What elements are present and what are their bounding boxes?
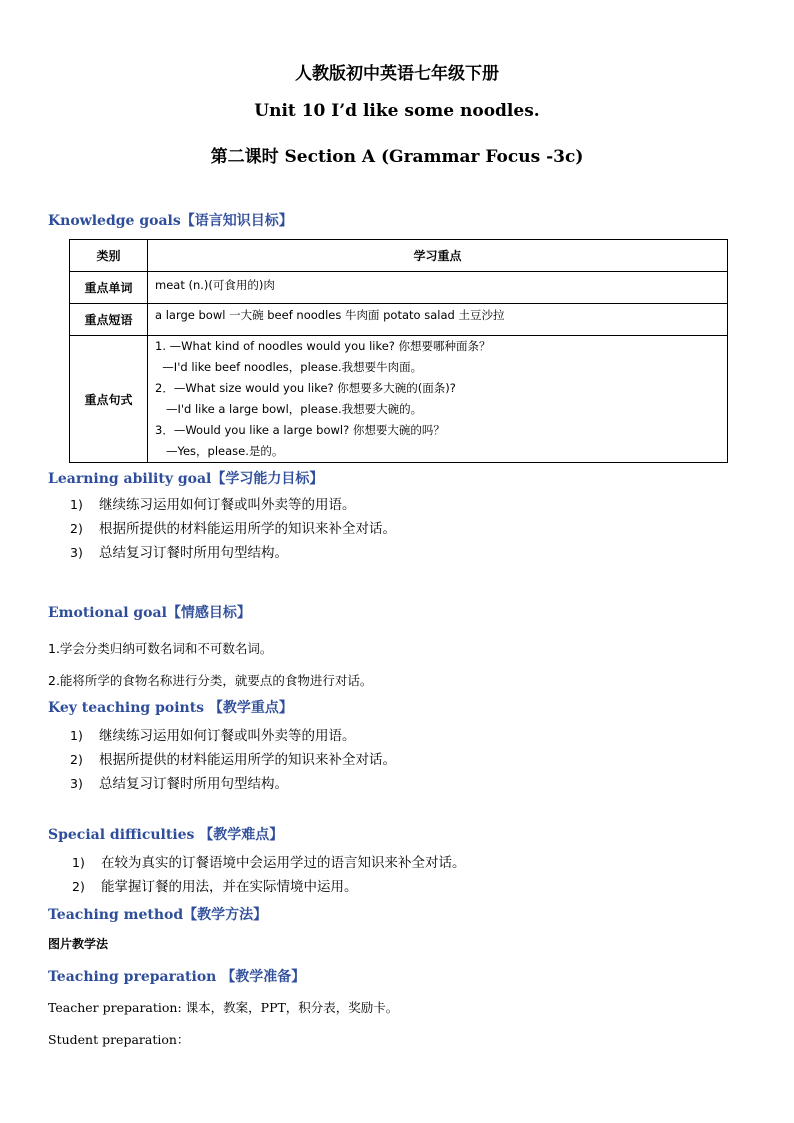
list-item	[70, 493, 396, 517]
list-number: 2)	[72, 879, 85, 894]
teaching-preparation-heading: Teaching preparation 【教学准备】	[48, 969, 306, 985]
teacher-preparation: Teacher preparation: 课本，教案，PPT，积分表，奖励卡。	[48, 1000, 399, 1015]
table-line: 1. —What kind of noodles would you like? 你想要哪种面条？	[155, 339, 491, 353]
list-item	[72, 875, 466, 899]
student-preparation: Student preparation：	[48, 1032, 190, 1047]
document-title: 人教版初中英语七年级下册	[295, 64, 499, 84]
list-number: 3)	[70, 776, 83, 791]
table-line: —Yes，please.是的。	[155, 444, 284, 458]
table-line: 3．—Would you like a large bowl? 你想要大碗的吗？	[155, 423, 445, 437]
table-row-category: 重点句式	[70, 336, 148, 463]
table-row-phrases	[70, 304, 728, 336]
list-text: 在较为真实的订餐语境中会运用学过的语言知识来补全对话。	[101, 855, 466, 871]
table-line: —I'd like a large bowl，please.我想要大碗的。	[155, 402, 423, 416]
list-item	[70, 724, 396, 748]
list-text: 继续练习运用如何订餐或叫外卖等的用语。	[99, 497, 356, 513]
list-number: 1)	[70, 497, 83, 512]
list-text: 能掌握订餐的用法，并在实际情境中运用。	[101, 879, 358, 895]
knowledge-goals-heading: Knowledge goals【语言知识目标】	[48, 213, 293, 229]
table-row-content	[148, 336, 728, 463]
list-text: 继续练习运用如何订餐或叫外卖等的用语。	[99, 728, 356, 744]
table-line: 2．—What size would you like? 你想要多大碗的(面条)?	[155, 381, 456, 395]
teaching-method-text: 图片教学法	[48, 937, 109, 951]
table-line: meat (n.)(可食用的)肉	[155, 278, 275, 292]
table-row-content	[148, 272, 728, 304]
list-number: 1)	[70, 728, 83, 743]
list-item	[70, 772, 396, 796]
list-text: 总结复习订餐时所用句型结构。	[99, 545, 288, 561]
table-row-content	[148, 304, 728, 336]
table-line: —I'd like beef noodles，please.我想要牛肉面。	[155, 360, 423, 374]
list-text: 总结复习订餐时所用句型结构。	[99, 776, 288, 792]
table-row-sentences	[70, 336, 728, 463]
table-row-words	[70, 272, 728, 304]
list-number: 2)	[70, 752, 83, 767]
list-item	[70, 517, 396, 541]
table-header-focus: 学习重点	[148, 240, 728, 272]
table-line: a large bowl 一大碗 beef noodles 牛肉面 potato salad 土豆沙拉	[155, 308, 505, 322]
emotional-goal-heading: Emotional goal【情感目标】	[48, 605, 251, 621]
key-teaching-points-heading: Key teaching points 【教学重点】	[48, 700, 293, 716]
list-item	[70, 541, 396, 565]
list-text: 根据所提供的材料能运用所学的知识来补全对话。	[99, 521, 396, 537]
table-header-row	[70, 240, 728, 272]
list-item	[70, 748, 396, 772]
knowledge-table	[69, 239, 728, 463]
difficulties-list	[72, 851, 466, 899]
emotional-goal-1: 1.学会分类归纳可数名词和不可数名词。	[48, 641, 273, 656]
table-row-category: 重点单词	[70, 272, 148, 304]
table-header-category: 类别	[70, 240, 148, 272]
unit-title: Unit 10 I’d like some noodles.	[254, 101, 540, 121]
list-text: 根据所提供的材料能运用所学的知识来补全对话。	[99, 752, 396, 768]
list-item	[72, 851, 466, 875]
emotional-goal-2: 2.能将所学的食物名称进行分类，就要点的食物进行对话。	[48, 673, 373, 688]
list-number: 1)	[72, 855, 85, 870]
learning-ability-heading: Learning ability goal【学习能力目标】	[48, 471, 324, 487]
learning-ability-list	[70, 493, 396, 565]
table-row-category: 重点短语	[70, 304, 148, 336]
special-difficulties-heading: Special difficulties 【教学难点】	[48, 827, 284, 843]
key-points-list	[70, 724, 396, 796]
list-number: 3)	[70, 545, 83, 560]
teaching-method-heading: Teaching method【教学方法】	[48, 907, 268, 923]
list-number: 2)	[70, 521, 83, 536]
lesson-title: 第二课时 Section A (Grammar Focus -3c)	[210, 147, 584, 167]
